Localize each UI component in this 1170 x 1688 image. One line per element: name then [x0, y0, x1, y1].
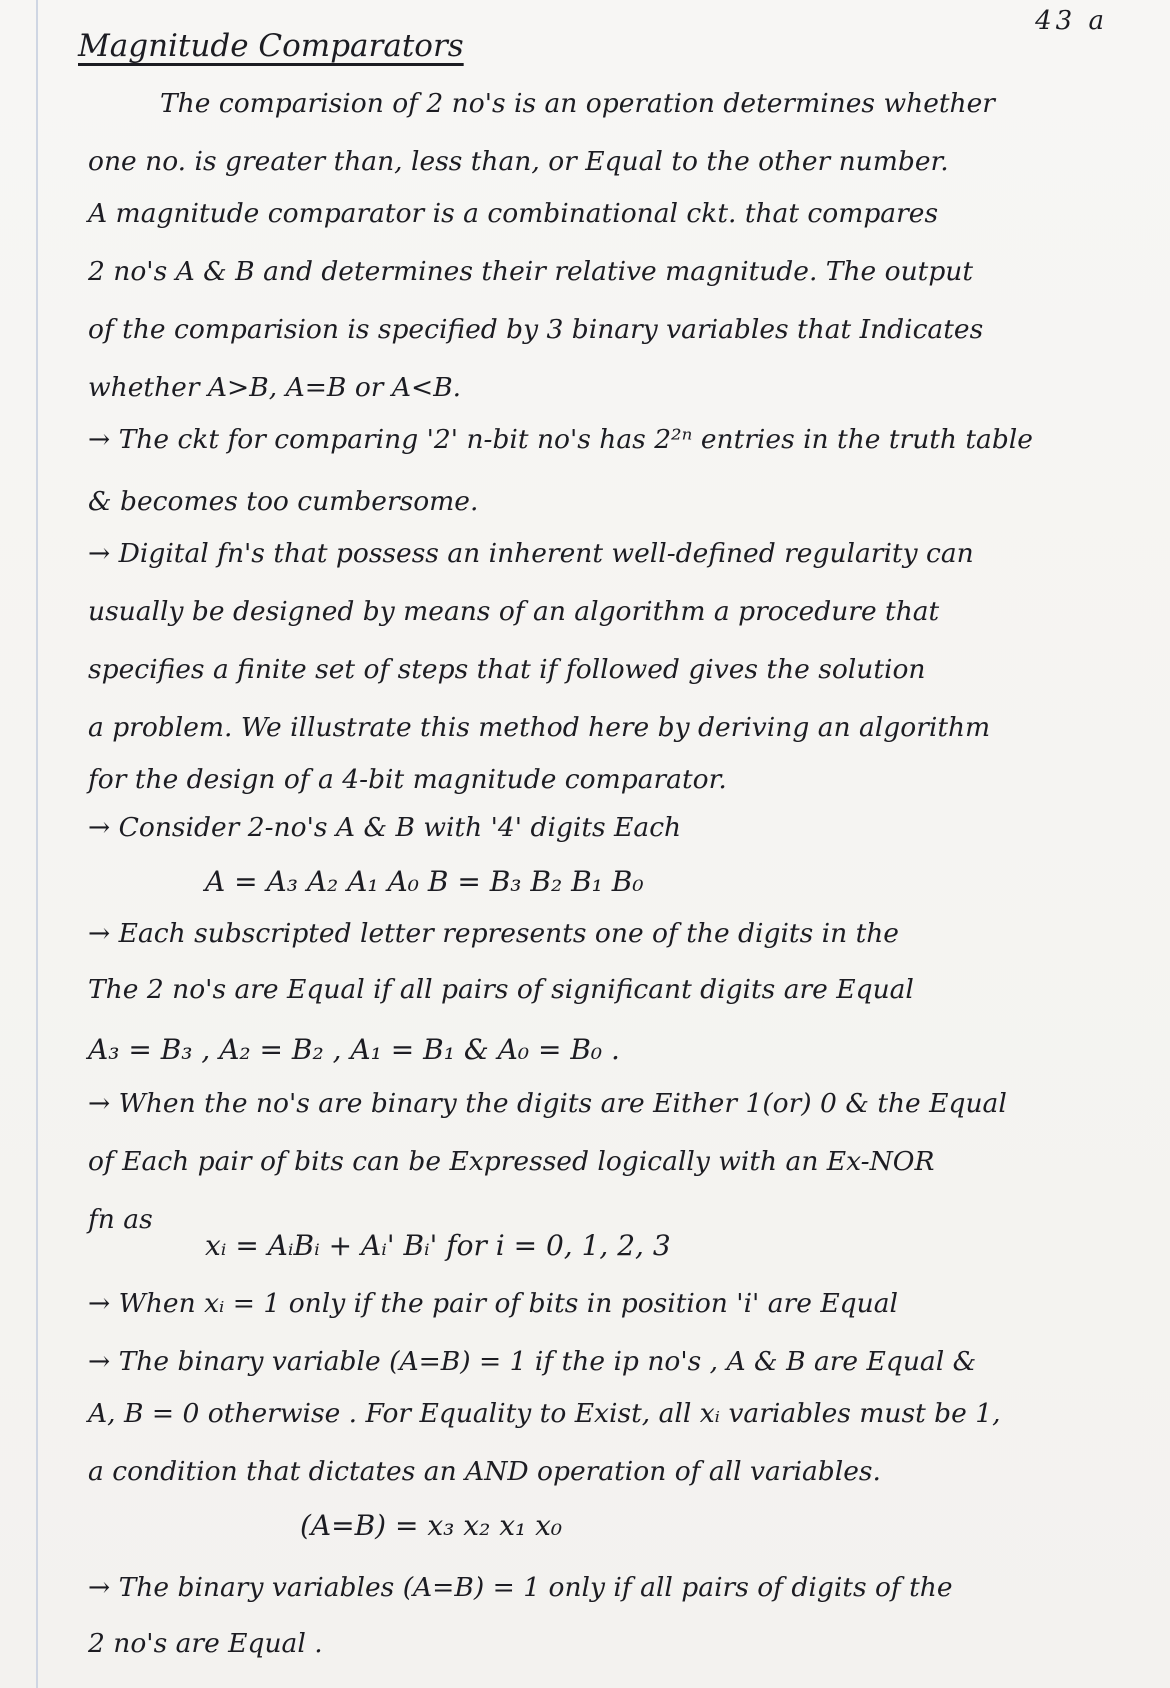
- text-line: whether A>B, A=B or A<B.: [88, 372, 462, 403]
- text-line: The 2 no's are Equal if all pairs of significant digits are Equal: [88, 974, 914, 1005]
- text-line: usually be designed by means of an algorithm a procedure that: [88, 596, 940, 627]
- text-line: of Each pair of bits can be Expressed logically with an Ex-NOR: [88, 1146, 935, 1177]
- text-line: of the comparision is specified by 3 binary variables that Indicates: [88, 314, 984, 345]
- equation: A₃ = B₃ , A₂ = B₂ , A₁ = B₁ & A₀ = B₀ .: [88, 1033, 620, 1066]
- text-line: 2 no's are Equal .: [88, 1628, 323, 1659]
- text-line: A magnitude comparator is a combinational ckt. that compares: [88, 198, 939, 229]
- text-line: 2 no's A & B and determines their relative magnitude. The output: [88, 256, 973, 287]
- text-line: specifies a finite set of steps that if followed gives the solution: [88, 654, 926, 685]
- text-line: → The binary variables (A=B) = 1 only if all pairs of digits of the: [88, 1572, 953, 1603]
- text-line: → Each subscripted letter represents one of the digits in the: [88, 918, 899, 949]
- text-line: one no. is greater than, less than, or Equal to the other number.: [88, 146, 949, 177]
- text-line: a problem. We illustrate this method here by deriving an algorithm: [88, 712, 991, 743]
- text-line: fn as: [88, 1204, 153, 1235]
- text-line: → When xᵢ = 1 only if the pair of bits in position 'i' are Equal: [88, 1288, 898, 1319]
- text-line: → When the no's are binary the digits are Either 1(or) 0 & the Equal: [88, 1088, 1007, 1119]
- text-line: → Digital fn's that possess an inherent well-defined regularity can: [88, 538, 974, 569]
- text-line: for the design of a 4-bit magnitude comparator.: [88, 764, 727, 795]
- equation: A = A₃ A₂ A₁ A₀ B = B₃ B₂ B₁ B₀: [205, 865, 644, 898]
- page-title: Magnitude Comparators: [78, 28, 464, 64]
- text-line: & becomes too cumbersome.: [88, 486, 479, 517]
- equation: xᵢ = AᵢBᵢ + Aᵢ' Bᵢ' for i = 0, 1, 2, 3: [205, 1229, 671, 1262]
- text-line: a condition that dictates an AND operation of all variables.: [88, 1456, 881, 1487]
- margin-line: [36, 0, 38, 1688]
- text-line: → Consider 2-no's A & B with '4' digits Each: [88, 812, 682, 843]
- equation: (A=B) = x₃ x₂ x₁ x₀: [300, 1509, 563, 1542]
- text-line: → The ckt for comparing '2' n-bit no's has 2²ⁿ entries in the truth table: [88, 424, 1033, 455]
- text-line: The comparision of 2 no's is an operation determines whether: [160, 88, 995, 119]
- text-line: A, B = 0 otherwise . For Equality to Exist, all xᵢ variables must be 1,: [88, 1398, 1001, 1429]
- page-number: 43 a: [1035, 6, 1108, 36]
- text-line: → The binary variable (A=B) = 1 if the ip no's , A & B are Equal &: [88, 1346, 977, 1377]
